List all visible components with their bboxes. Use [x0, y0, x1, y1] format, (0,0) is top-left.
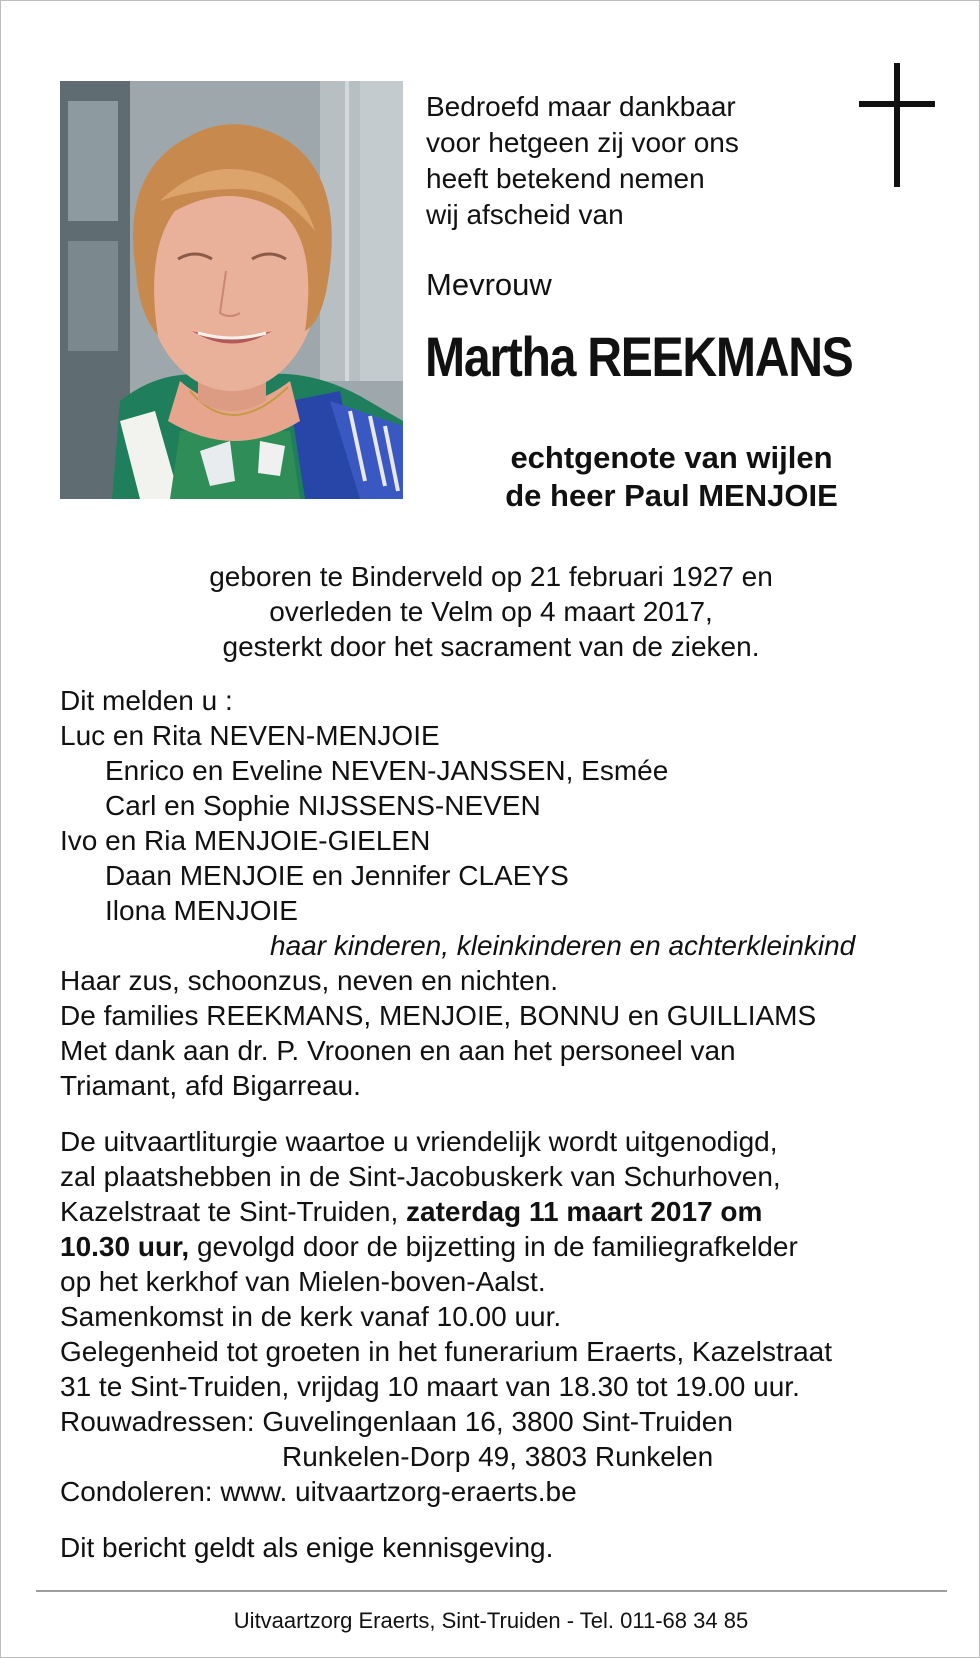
funeral-line	[60, 1194, 940, 1229]
spacer	[60, 1103, 940, 1124]
spouse-info	[426, 439, 917, 515]
announcement-body	[60, 683, 940, 1565]
life-line: geboren te Binderveld op 21 februari 1927 en	[209, 561, 773, 592]
funeral-line: Samenkomst in de kerk vanaf 10.00 uur.	[60, 1301, 562, 1332]
funeral-line: Gelegenheid tot groeten in het funerarium Eraerts, Kazelstraat	[60, 1336, 832, 1367]
footer-divider	[36, 1590, 947, 1592]
life-line: gesterkt door het sacrament van de zieken.	[222, 631, 760, 662]
spouse-line: de heer Paul MENJOIE	[505, 478, 838, 513]
condolence-link: Condoleren: www. uitvaartzorg-eraerts.be	[60, 1476, 577, 1507]
intro-line: voor hetgeen zij voor ons	[426, 127, 739, 158]
family-relation: haar kinderen, kleinkinderen en achterkleinkind	[270, 930, 856, 961]
spacer	[60, 1509, 940, 1530]
thanks-line: Triamant, afd Bigarreau.	[60, 1070, 361, 1101]
funeral-location: Kazelstraat te Sint-Truiden,	[60, 1196, 407, 1227]
funeral-burial: gevolgd door de bijzetting in de familiegrafkelder	[189, 1231, 798, 1262]
family-lead: Dit melden u :	[60, 685, 233, 716]
spouse-line: echtgenote van wijlen	[510, 440, 833, 475]
funeral-line: 31 te Sint-Truiden, vrijdag 10 maart van 18.30 tot 19.00 uur.	[60, 1371, 800, 1402]
intro-line: wij afscheid van	[426, 199, 624, 230]
family-line: Luc en Rita NEVEN-MENJOIE	[60, 720, 440, 751]
footer-credit: Uitvaartzorg Eraerts, Sint-Truiden - Tel. 011-68 34 85	[233, 1608, 749, 1633]
intro-text	[426, 89, 739, 233]
funeral-time: 10.30 uur,	[60, 1231, 190, 1262]
deceased-name: Martha REEKMANS	[425, 325, 853, 388]
family-line: Daan MENJOIE en Jennifer CLAEYS	[105, 860, 569, 891]
funeral-line	[60, 1229, 940, 1264]
funeral-line: zal plaatshebben in de Sint-Jacobuskerk van Schurhoven,	[60, 1161, 781, 1192]
funeral-line: De uitvaartliturgie waartoe u vriendelijk wordt uitgenodigd,	[60, 1126, 778, 1157]
portrait-photo	[60, 81, 403, 499]
family-line: Haar zus, schoonzus, neven en nichten.	[60, 965, 559, 996]
intro-line: heeft betekend nemen	[426, 163, 705, 194]
life-dates	[1, 559, 980, 664]
family-line: Ivo en Ria MENJOIE-GIELEN	[60, 825, 431, 856]
life-line: overleden te Velm op 4 maart 2017,	[269, 596, 713, 627]
address-line: Runkelen-Dorp 49, 3803 Runkelen	[282, 1441, 714, 1472]
thanks-line: Met dank aan dr. P. Vroonen en aan het personeel van	[60, 1035, 736, 1066]
funeral-line: op het kerkhof van Mielen-boven-Aalst.	[60, 1266, 546, 1297]
family-line: Carl en Sophie NIJSSENS-NEVEN	[105, 790, 541, 821]
intro-line: Bedroefd maar dankbaar	[426, 91, 736, 122]
honorific: Mevrouw	[426, 267, 552, 302]
closing-note: Dit bericht geldt als enige kennisgeving.	[60, 1532, 554, 1563]
family-line: De families REEKMANS, MENJOIE, BONNU en GUILLIAMS	[60, 1000, 817, 1031]
family-line: Ilona MENJOIE	[105, 895, 298, 926]
address-line: Rouwadressen: Guvelingenlaan 16, 3800 Sint-Truiden	[60, 1406, 733, 1437]
cross-icon	[859, 63, 935, 187]
funeral-date: zaterdag 11 maart 2017 om	[406, 1196, 763, 1227]
family-line: Enrico en Eveline NEVEN-JANSSEN, Esmée	[105, 755, 669, 786]
